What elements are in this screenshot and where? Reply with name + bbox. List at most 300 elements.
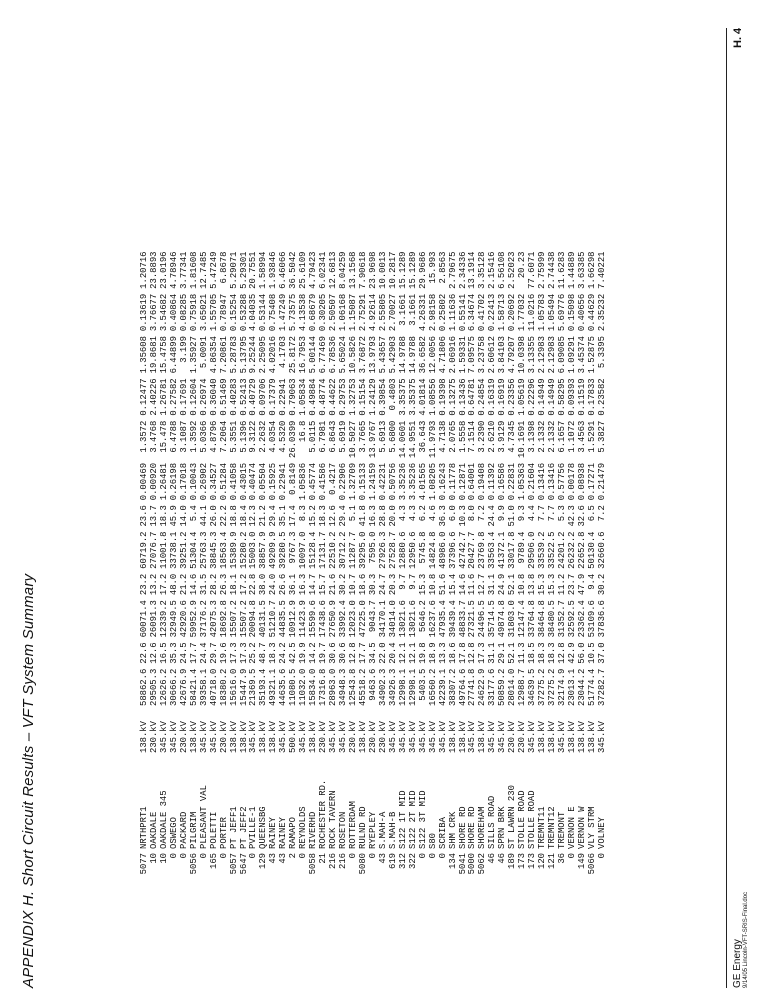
value-cell: 26.3 [218, 573, 229, 596]
value-cell: 1.32709 [348, 462, 359, 501]
value-cell: 2.1332 [537, 420, 548, 453]
value-cell: 5.43657 [377, 336, 388, 374]
value-cell: 42.5 [288, 642, 299, 664]
voltage-cell: 138.kV [477, 721, 488, 753]
value-cell: 2.35232 [596, 293, 607, 332]
value-cell: 2.25095 [258, 336, 269, 374]
value-cell: 31803.0 [507, 600, 518, 638]
value-cell: 13021.6 [407, 600, 418, 638]
value-cell: 0.57756 [557, 462, 568, 501]
value-cell: 60719.2 [139, 531, 149, 569]
value-cell: 13.2 [148, 573, 159, 596]
voltage-cell: 230.kV [517, 721, 528, 753]
value-cell: 11080.5 [288, 668, 299, 706]
value-cell: 5.42903 [387, 336, 398, 374]
value-cell: 10.3 [457, 505, 468, 527]
bus-id-cell: 46 [487, 853, 498, 864]
bus-id-cell: 0 [596, 853, 607, 859]
value-cell: 29.1 [497, 642, 508, 664]
value-cell: 24.5 [178, 642, 189, 664]
value-cell: 4.7345 [507, 420, 518, 453]
voltage-cell: 345.kV [497, 721, 508, 753]
value-cell: 0.41058 [228, 462, 239, 501]
value-cell: 48833.7 [457, 600, 468, 638]
value-cell: 0.17691 [178, 378, 189, 416]
value-cell: 15.1289 [397, 251, 408, 289]
value-cell: 0.13416 [547, 462, 558, 501]
value-cell: 4.8796 [208, 420, 219, 453]
value-cell: 24496.5 [477, 600, 488, 638]
value-cell: 3.7665 [357, 420, 368, 453]
bus-name-cell: RAMAPO [288, 817, 299, 849]
voltage-cell: 345.kV [487, 721, 498, 753]
bus-id-cell: 0 [218, 853, 229, 859]
value-cell: 2.15416 [487, 251, 498, 289]
bus-name-cell: SPRN BRK [497, 806, 508, 849]
value-cell: 17.3 [238, 642, 249, 664]
voltage-cell: 345.kV [168, 721, 179, 753]
bus-id-cell: 149 [576, 853, 587, 869]
bus-name-cell: SHORE RD [467, 806, 478, 849]
value-cell: 11423.9 [298, 600, 309, 638]
value-cell: 30.6 [328, 642, 339, 664]
value-cell: 0.22906 [338, 462, 349, 501]
bus-name-cell: S122 1T MID [397, 790, 408, 849]
bus-name-cell: SHM CRK [447, 811, 458, 849]
value-cell: 1.05363 [517, 462, 528, 501]
value-cell: 9463.6 [367, 668, 378, 701]
value-cell: 0.75408 [268, 293, 279, 332]
voltage-cell: 230.kV [148, 721, 159, 753]
value-cell: 3.1087 [178, 420, 189, 453]
value-cell: 35193.4 [258, 668, 269, 706]
voltage-cell: 230.kV [178, 721, 189, 753]
value-cell: 4.92614 [367, 293, 378, 332]
value-cell: 39295.0 [357, 531, 368, 569]
bus-id-cell: 10 [148, 853, 159, 864]
value-cell: 42.3 [566, 505, 577, 527]
value-cell: 0.64001 [467, 462, 478, 501]
value-cell: 36.5042 [288, 251, 299, 289]
value-cell: 10.5027 [348, 420, 359, 458]
value-cell: 0.11392 [487, 462, 498, 501]
value-cell: 50130.4 [586, 531, 597, 569]
value-cell: 0.20692 [507, 293, 518, 332]
voltage-cell: 230.kV [507, 721, 518, 753]
footer [732, 892, 749, 988]
bus-id-cell: 0 [298, 853, 309, 859]
value-cell: 25.8172 [288, 336, 299, 374]
value-cell: 15.3 [537, 573, 548, 596]
value-cell: 4.02016 [268, 336, 279, 374]
value-cell: 48986.0 [437, 531, 448, 569]
value-cell: 1.77032 [517, 293, 528, 332]
voltage-cell: 138.kV [357, 721, 368, 753]
bus-name-cell: STOLLE ROAD [517, 790, 528, 849]
value-cell: 1.32753 [348, 378, 359, 416]
value-cell: 60071.4 [139, 600, 149, 638]
voltage-cell: 345.kV [158, 721, 169, 753]
value-cell: 11.9793 [427, 420, 438, 458]
value-cell: 34014.0 [387, 600, 398, 638]
value-cell: 5.13795 [238, 336, 249, 374]
value-cell: 18.3 [268, 642, 279, 664]
value-cell: 51774.4 [586, 668, 597, 706]
value-cell: 15280.2 [238, 531, 249, 569]
value-cell: 0.40474 [248, 462, 259, 501]
value-cell: 6.2 [417, 505, 428, 522]
value-cell: 4.13538 [298, 293, 309, 332]
value-cell: 12.8 [467, 642, 478, 664]
value-cell: 5.29301 [238, 251, 249, 289]
voltage-cell: 138.kV [238, 721, 249, 753]
bus-id-cell: 129 [258, 853, 269, 869]
value-cell: 6.56108 [497, 251, 508, 289]
value-cell: 5745.8 [417, 531, 428, 564]
value-cell: 30.6 [338, 642, 349, 664]
bus-id-cell: 5062 [477, 853, 488, 875]
value-cell: 0.25802 [437, 293, 448, 332]
value-cell: 21.2 [178, 573, 189, 596]
value-cell: 4.4 [527, 505, 538, 522]
bus-id-cell: 120 [537, 853, 548, 869]
value-cell: 1.3592 [188, 420, 199, 453]
value-cell: 2.75999 [537, 251, 548, 289]
value-cell: 18563.4 [218, 531, 229, 569]
value-cell: 9.25244 [248, 336, 259, 374]
bus-name-cell: TREMONT [557, 811, 568, 849]
value-cell: 32592.5 [566, 600, 577, 638]
bus-id-cell: 43 [278, 853, 289, 864]
value-cell: 1.15087 [348, 293, 359, 332]
value-cell: 17438.6 [318, 600, 329, 638]
value-cell: 12.1 [397, 642, 408, 664]
value-cell: 37176.2 [198, 600, 209, 638]
value-cell: 2.06916 [447, 336, 458, 374]
value-cell: 20.4 [387, 642, 398, 664]
value-cell: 6.0 [447, 505, 458, 522]
voltage-cell: 345.kV [407, 721, 418, 753]
value-cell: 34926.3 [387, 668, 398, 706]
voltage-cell: 345.kV [198, 721, 209, 753]
value-cell: 0.21479 [596, 462, 607, 501]
value-cell: 32660.6 [596, 531, 607, 569]
value-cell: 23.2 [139, 573, 149, 596]
value-cell: 1.1072 [566, 420, 577, 453]
value-cell: 6.46066 [278, 251, 289, 289]
value-cell: 0.17833 [586, 378, 597, 416]
value-cell: 18.4 [238, 505, 249, 527]
value-cell: 22510.2 [328, 531, 339, 569]
value-cell: 21.6 [328, 573, 339, 596]
value-cell: 0.14949 [547, 378, 558, 416]
value-cell: 7.09575 [467, 336, 478, 374]
bus-name-cell: S80 [427, 833, 438, 849]
bus-name-cell: PLEASANT VAL [198, 785, 209, 849]
value-cell: 0.34527 [208, 462, 219, 501]
bus-name-cell: S122 3T MID [417, 790, 428, 849]
value-cell: 0.51469 [218, 378, 229, 416]
value-cell: 0.44629 [586, 293, 597, 332]
value-cell: 36.1 [288, 573, 299, 596]
value-cell: 2.74438 [547, 251, 558, 289]
value-cell: 15.993 [427, 251, 438, 284]
value-cell: 28.2 [208, 573, 219, 596]
value-cell: 6.8678 [218, 251, 229, 284]
voltage-cell: 138.kV [457, 721, 468, 753]
value-cell: 26.6 [278, 573, 289, 596]
value-cell: 1.09291 [566, 336, 577, 374]
value-cell: 0.53288 [238, 293, 249, 332]
value-cell: 13.1914 [467, 251, 478, 289]
value-cell: 29505.3 [148, 668, 159, 706]
value-cell: 12.3 [248, 505, 259, 527]
value-cell: 11032.0 [298, 668, 309, 706]
value-cell: 2.75291 [357, 293, 368, 332]
value-cell: 10.2817 [387, 251, 398, 289]
value-cell: 18.1 [228, 573, 239, 596]
value-cell: 17.4 [288, 505, 299, 527]
value-cell: 0.13436 [457, 378, 468, 416]
value-cell: 5.00144 [308, 336, 319, 374]
value-cell: 47225.0 [357, 600, 368, 638]
value-cell: 26.0 [208, 505, 219, 527]
value-cell: 7.2064 [218, 420, 229, 453]
value-cell: 52.1 [507, 573, 518, 596]
value-cell: 26091.3 [148, 600, 159, 638]
bus-name-cell: RIVERHD [308, 811, 319, 849]
value-cell: 0.43015 [238, 462, 249, 501]
value-cell: 5.1 [348, 505, 359, 522]
value-cell: 2.50507 [328, 293, 339, 332]
value-cell: 2.60612 [487, 336, 498, 374]
value-cell: 27321.5 [467, 600, 478, 638]
value-cell: 0.13619 [139, 293, 149, 332]
value-cell: 56.0 [576, 642, 587, 664]
value-cell: 29.4 [268, 505, 279, 527]
value-cell: 0.26902 [198, 462, 209, 501]
voltage-cell: 138.kV [308, 721, 319, 753]
bus-name-cell: POLETTI [208, 811, 219, 849]
value-cell: 23.7 [566, 573, 577, 596]
value-cell: 33177.6 [487, 668, 498, 706]
value-cell: 16560.2 [427, 668, 438, 706]
value-cell: 1.55705 [208, 293, 219, 332]
bus-name-cell: REYNOLDS [298, 806, 309, 849]
value-cell: 1.06168 [338, 293, 349, 332]
value-cell: 45.9 [168, 505, 179, 527]
bus-name-cell: RAINEY [268, 817, 279, 849]
value-cell: 0.17271 [586, 462, 597, 501]
bus-id-cell: 36 [557, 853, 568, 864]
voltage-cell: 345.kV [417, 721, 428, 753]
value-cell: 7.1514 [467, 420, 478, 453]
value-cell: 15003.0 [248, 531, 259, 569]
value-cell: 5.65024 [338, 336, 349, 374]
value-cell: 3.23758 [477, 336, 488, 374]
value-cell: 9789.4 [517, 531, 528, 564]
value-cell: 1.08556 [427, 378, 438, 416]
value-cell: 37396.6 [447, 531, 458, 569]
value-cell: 0.4803 [387, 378, 398, 411]
value-cell: 29.7 [208, 642, 219, 664]
value-cell: 1.11636 [447, 293, 458, 332]
value-cell: 37275.2 [547, 668, 558, 706]
voltage-cell: 345.kV [387, 721, 398, 753]
value-cell: 7.90618 [357, 251, 368, 289]
value-cell: 37836.6 [596, 600, 607, 638]
value-cell: 0.00178 [566, 462, 577, 501]
voltage-cell: 230.kV [318, 721, 329, 753]
value-cell: 3.4768 [148, 420, 159, 453]
value-cell: 39439.4 [447, 600, 458, 638]
value-cell: 2.70027 [387, 293, 398, 332]
bus-name-cell: OAKDALE 345 [158, 790, 169, 849]
value-cell: 9.9 [497, 505, 508, 522]
value-cell: 6.1657 [557, 420, 568, 453]
value-cell: 53109.6 [586, 600, 597, 638]
value-cell: 0.36040 [208, 378, 219, 416]
value-cell: 28014.0 [507, 668, 518, 706]
value-cell: 24.9 [497, 573, 508, 596]
value-cell: 15.7 [318, 573, 329, 596]
value-cell: 34639.5 [527, 668, 538, 706]
value-cell: 51.0 [507, 505, 518, 527]
bus-name-cell: S.MAH-B [387, 811, 398, 849]
value-cell: 14.2 [308, 642, 319, 664]
value-cell: 49321.1 [268, 668, 279, 706]
value-cell: 10.1691 [517, 420, 528, 458]
value-cell: 44.1 [198, 505, 209, 527]
value-cell: 0.40283 [228, 378, 239, 416]
value-cell: 44635.6 [278, 668, 289, 706]
value-cell: 14.0 [178, 505, 189, 527]
value-cell: 3.35375 [397, 378, 408, 416]
value-cell: 12.8 [557, 642, 568, 664]
value-cell: 3.13355 [527, 336, 538, 374]
value-cell: 1.93846 [268, 251, 279, 289]
bus-id-cell: 43 [377, 853, 388, 864]
value-cell: 14.6 [457, 573, 468, 596]
bus-name-cell: ROTTERDAM [348, 801, 359, 849]
value-cell: 34.5 [367, 642, 378, 664]
value-cell: 0.40656 [576, 293, 587, 332]
value-cell: 52.1 [507, 642, 518, 664]
value-cell: 33738.1 [168, 531, 179, 569]
value-cell: 17.3 [477, 642, 488, 664]
value-cell: 12880.6 [397, 531, 408, 569]
voltage-cell: 345.kV [278, 721, 289, 753]
value-cell: 0.64781 [467, 378, 478, 416]
value-cell: 35.1 [278, 505, 289, 527]
value-cell: 6.77469 [318, 336, 329, 374]
value-cell: 0.68679 [308, 293, 319, 332]
value-cell: 6.44899 [168, 336, 179, 374]
value-cell: 4.6 [427, 505, 438, 522]
value-cell: 5.3551 [228, 420, 239, 453]
value-cell: 12626.2 [158, 668, 169, 706]
bus-name-cell: PT JEFF2 [238, 806, 249, 849]
value-cell: 47.9 [576, 573, 587, 596]
value-cell: 0.23582 [596, 378, 607, 416]
value-cell: 16.3 [367, 505, 378, 527]
bus-name-cell: SHORE RD [457, 806, 468, 849]
value-cell: 24.2 [278, 642, 289, 664]
value-cell: 0.15098 [566, 293, 577, 332]
value-cell: 6.09085 [557, 336, 568, 374]
bus-id-cell: 5080 [357, 853, 368, 875]
value-cell: 38857.9 [258, 531, 269, 569]
value-cell: 5.0115 [308, 420, 319, 453]
value-cell: 10.8 [517, 573, 528, 596]
value-cell: 12339.2 [158, 600, 169, 638]
bus-id-cell: 5056 [188, 853, 199, 875]
value-cell: 3.65021 [198, 293, 209, 332]
value-cell: 7.7 [537, 505, 548, 522]
value-cell: 5.69776 [557, 293, 568, 332]
voltage-cell: 230.kV [348, 721, 359, 753]
value-cell: 2.6210 [487, 420, 498, 453]
value-cell: 4.7138 [437, 420, 448, 453]
value-cell: 7.40221 [596, 251, 607, 289]
value-cell: 20094.8 [248, 600, 259, 638]
value-cell: 15507.2 [238, 600, 249, 638]
value-cell: 0.42231 [377, 462, 388, 501]
value-cell: 23.6 [139, 505, 149, 527]
value-cell: 39358.1 [198, 668, 209, 706]
voltage-cell: 345.kV [437, 721, 448, 753]
bus-name-cell: ROCK TAVERN [328, 790, 339, 849]
value-cell: 6.5 [586, 505, 597, 522]
value-cell: 12998.1 [407, 668, 418, 706]
value-cell: 0.49884 [308, 378, 319, 416]
value-cell: 0.75918 [188, 293, 199, 332]
value-cell: 4.1703 [278, 336, 289, 369]
value-cell: 0.19408 [477, 462, 488, 501]
page-title: APPENDIX H. Short Circuit Results – VFT System Summary [20, 573, 37, 988]
value-cell: 0.51284 [218, 462, 229, 501]
value-cell: 3.35128 [477, 251, 488, 289]
bus-id-cell: 5066 [586, 853, 597, 875]
value-cell: 33764.8 [527, 600, 538, 638]
value-cell: 33563.4 [487, 531, 498, 569]
value-cell: 11.0216 [527, 293, 538, 332]
value-cell: 0.13416 [537, 462, 548, 501]
value-cell: 12.6813 [328, 251, 339, 289]
value-cell: 15447.9 [238, 668, 249, 706]
value-cell: 1.52875 [586, 336, 597, 374]
value-cell: 4.86354 [208, 336, 219, 374]
value-cell: 14.9788 [397, 336, 408, 374]
value-cell: 8.0 [467, 505, 478, 522]
value-cell: 38464.8 [537, 600, 548, 638]
value-cell: 13.8 [527, 573, 538, 596]
value-cell: 0.30205 [318, 293, 329, 332]
value-cell: 0.12477 [139, 378, 149, 416]
value-cell: 2.8563 [437, 251, 448, 284]
value-cell: 0.10043 [188, 462, 199, 501]
value-cell: 4.79207 [507, 336, 518, 374]
voltage-cell: 138.kV [258, 721, 269, 753]
value-cell: 0.55141 [457, 293, 468, 332]
value-cell: 31.1 [487, 642, 498, 664]
value-cell: 3.54682 [158, 293, 169, 332]
value-cell: 5646.2 [417, 600, 428, 633]
value-cell: 23.0196 [158, 251, 169, 289]
value-cell: 11.2 [557, 573, 568, 596]
voltage-cell: 138.kV [268, 721, 279, 753]
value-cell: 77.6071 [527, 251, 538, 289]
